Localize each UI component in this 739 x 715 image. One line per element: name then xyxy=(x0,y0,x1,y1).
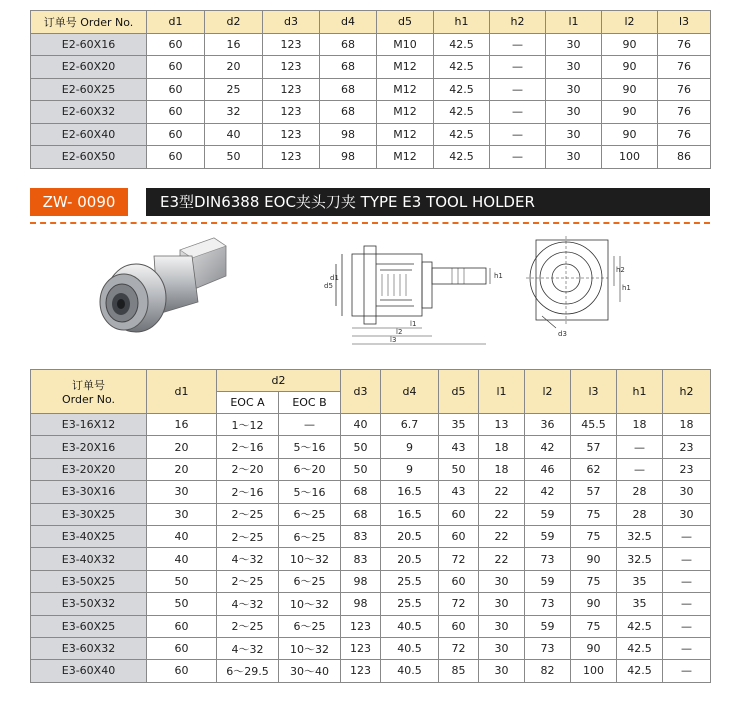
table-cell: 83 xyxy=(341,525,381,547)
table-cell: — xyxy=(279,414,341,436)
table-cell: 100 xyxy=(571,660,617,682)
table-cell: 68 xyxy=(320,78,377,101)
table-cell: — xyxy=(663,525,711,547)
table-cell: 6～25 xyxy=(279,503,341,525)
table-cell: 123 xyxy=(341,615,381,637)
table-cell: 5～16 xyxy=(279,481,341,503)
table-cell: 90 xyxy=(571,593,617,615)
table-cell: 23 xyxy=(663,436,711,458)
table-cell: 13 xyxy=(479,414,525,436)
table-cell: 10～32 xyxy=(279,637,341,659)
table-cell: 60 xyxy=(147,56,205,79)
table-cell: 42.5 xyxy=(617,660,663,682)
table-cell: 2～25 xyxy=(217,570,279,592)
order-no-cell: E3-20X20 xyxy=(31,458,147,480)
table-cell: 123 xyxy=(263,56,320,79)
order-no-cell: E3-40X32 xyxy=(31,548,147,570)
label-h1-front: h1 xyxy=(622,284,631,292)
table-cell: 16.5 xyxy=(381,503,439,525)
table-cell: 76 xyxy=(658,78,711,101)
table-cell: 68 xyxy=(320,33,377,56)
order-no-cell: E3-60X32 xyxy=(31,637,147,659)
header-order-no-en: Order No. xyxy=(61,393,116,406)
table-cell: 42.5 xyxy=(434,56,490,79)
table-row xyxy=(31,615,711,637)
header-h1: h1 xyxy=(617,370,663,414)
table-cell: 2～25 xyxy=(217,525,279,547)
table-cell: 60 xyxy=(147,78,205,101)
table-row xyxy=(31,123,711,146)
table-cell: 60 xyxy=(147,660,217,682)
table-cell: 32.5 xyxy=(617,525,663,547)
table-cell: 50 xyxy=(341,458,381,480)
table-cell: 22 xyxy=(479,503,525,525)
table-cell: — xyxy=(490,146,546,169)
table-cell: 30～40 xyxy=(279,660,341,682)
label-d5: d5 xyxy=(324,282,333,290)
table-cell: 35 xyxy=(617,593,663,615)
table-cell: 35 xyxy=(439,414,479,436)
section-header xyxy=(30,188,710,216)
table-cell: 100 xyxy=(602,146,658,169)
table-row xyxy=(31,570,711,592)
header-l1: l1 xyxy=(546,11,602,34)
table-cell: — xyxy=(490,123,546,146)
order-no-cell: E3-60X40 xyxy=(31,660,147,682)
table-cell: 73 xyxy=(525,548,571,570)
table-row xyxy=(31,56,711,79)
order-no-cell: E3-60X25 xyxy=(31,615,147,637)
order-no-cell: E3-20X16 xyxy=(31,436,147,458)
table-cell: 86 xyxy=(658,146,711,169)
table-cell: — xyxy=(663,570,711,592)
table-cell: — xyxy=(490,56,546,79)
header-eoc-a: EOC A xyxy=(217,392,279,414)
table-cell: 30 xyxy=(147,503,217,525)
table-cell: 42.5 xyxy=(617,615,663,637)
table-cell: 22 xyxy=(479,525,525,547)
table-cell: — xyxy=(490,33,546,56)
table-cell: 40.5 xyxy=(381,615,439,637)
table-row xyxy=(31,593,711,615)
table-cell: 73 xyxy=(525,593,571,615)
table-cell: 60 xyxy=(439,615,479,637)
order-no-cell: E3-40X25 xyxy=(31,525,147,547)
table-cell: 57 xyxy=(571,481,617,503)
table-cell: 30 xyxy=(479,593,525,615)
table-row xyxy=(31,503,711,525)
table-cell: — xyxy=(490,101,546,124)
table-cell: 20 xyxy=(147,458,217,480)
table-cell: 2～25 xyxy=(217,615,279,637)
table-cell: 60 xyxy=(147,33,205,56)
e3-spec-table xyxy=(30,369,711,683)
table-header-row xyxy=(31,370,711,392)
table-cell: 18 xyxy=(479,436,525,458)
table-cell: 28 xyxy=(617,503,663,525)
table-cell: 2～25 xyxy=(217,503,279,525)
header-l1: l1 xyxy=(479,370,525,414)
e2-spec-table xyxy=(30,10,711,169)
table-cell: 18 xyxy=(617,414,663,436)
table-row xyxy=(31,414,711,436)
table-cell: 76 xyxy=(658,33,711,56)
table-cell: — xyxy=(663,593,711,615)
table-cell: 2～16 xyxy=(217,481,279,503)
header-order-no xyxy=(31,370,147,414)
header-d3: d3 xyxy=(263,11,320,34)
label-l3: l3 xyxy=(390,336,397,344)
header-d1: d1 xyxy=(147,11,205,34)
table-cell: 50 xyxy=(147,593,217,615)
table-cell: M12 xyxy=(377,123,434,146)
order-no-cell: E3-50X25 xyxy=(31,570,147,592)
table-cell: 123 xyxy=(263,146,320,169)
table-cell: 4～32 xyxy=(217,593,279,615)
table-cell: M12 xyxy=(377,146,434,169)
table-cell: 18 xyxy=(663,414,711,436)
table-cell: 40 xyxy=(341,414,381,436)
table-cell: 30 xyxy=(546,123,602,146)
table-cell: 75 xyxy=(571,570,617,592)
table-cell: 50 xyxy=(205,146,263,169)
table-cell: 46 xyxy=(525,458,571,480)
dashed-divider xyxy=(30,222,710,224)
table-cell: 6～25 xyxy=(279,570,341,592)
table-cell: 20 xyxy=(205,56,263,79)
table-cell: 10～32 xyxy=(279,548,341,570)
table-cell: 75 xyxy=(571,615,617,637)
table-cell: 90 xyxy=(602,101,658,124)
table-cell: 59 xyxy=(525,570,571,592)
table-row xyxy=(31,458,711,480)
table-cell: 43 xyxy=(439,436,479,458)
table-cell: 22 xyxy=(479,481,525,503)
table-cell: 18 xyxy=(479,458,525,480)
table-cell: 90 xyxy=(602,123,658,146)
table-cell: 72 xyxy=(439,637,479,659)
order-no-cell: E3-30X16 xyxy=(31,481,147,503)
table-cell: 68 xyxy=(341,503,381,525)
table-cell: 42 xyxy=(525,481,571,503)
table-cell: 2～16 xyxy=(217,436,279,458)
table-cell: 16 xyxy=(205,33,263,56)
table-cell: 30 xyxy=(546,101,602,124)
order-no-cell: E3-50X32 xyxy=(31,593,147,615)
table-cell: 57 xyxy=(571,436,617,458)
table-cell: 40.5 xyxy=(381,660,439,682)
table-cell: 75 xyxy=(571,503,617,525)
table-cell: 10～32 xyxy=(279,593,341,615)
table-cell: 45.5 xyxy=(571,414,617,436)
table-cell: 76 xyxy=(658,56,711,79)
table-cell: 30 xyxy=(546,33,602,56)
table-row xyxy=(31,33,711,56)
table-cell: 30 xyxy=(479,637,525,659)
table-cell: 75 xyxy=(571,525,617,547)
side-view-drawing xyxy=(318,232,514,350)
table-cell: 60 xyxy=(439,570,479,592)
table-cell: 20.5 xyxy=(381,548,439,570)
table-cell: 35 xyxy=(617,570,663,592)
table-cell: 42.5 xyxy=(434,146,490,169)
table-cell: 90 xyxy=(602,78,658,101)
table-cell: 25.5 xyxy=(381,570,439,592)
table-cell: 9 xyxy=(381,458,439,480)
table-cell: 40.5 xyxy=(381,637,439,659)
table-cell: 30 xyxy=(546,78,602,101)
table-cell: 6～20 xyxy=(279,458,341,480)
table-cell: 90 xyxy=(571,637,617,659)
table-row xyxy=(31,436,711,458)
table-cell: 9 xyxy=(381,436,439,458)
header-order-no-cn: 订单号 xyxy=(72,379,105,392)
table-cell: 42.5 xyxy=(434,101,490,124)
table-cell: 30 xyxy=(479,570,525,592)
table-cell: — xyxy=(663,615,711,637)
table-cell: — xyxy=(663,548,711,570)
order-no-cell: E2-60X32 xyxy=(31,101,147,124)
header-d5: d5 xyxy=(439,370,479,414)
header-l3: l3 xyxy=(571,370,617,414)
table-cell: 28 xyxy=(617,481,663,503)
table-cell: 22 xyxy=(479,548,525,570)
table-cell: 30 xyxy=(479,660,525,682)
label-d1: d1 xyxy=(330,274,339,282)
order-no-cell: E3-16X12 xyxy=(31,414,147,436)
table-cell: 98 xyxy=(341,570,381,592)
table-cell: 6.7 xyxy=(381,414,439,436)
table-row xyxy=(31,637,711,659)
table-cell: 76 xyxy=(658,101,711,124)
table-cell: 90 xyxy=(602,56,658,79)
table-cell: 25 xyxy=(205,78,263,101)
header-h2: h2 xyxy=(663,370,711,414)
table-cell: 60 xyxy=(439,525,479,547)
header-d2: d2 xyxy=(205,11,263,34)
table-cell: 60 xyxy=(439,503,479,525)
table-cell: 123 xyxy=(263,33,320,56)
label-h1: h1 xyxy=(494,272,503,280)
table-cell: — xyxy=(663,637,711,659)
header-h2: h2 xyxy=(490,11,546,34)
table-cell: — xyxy=(617,458,663,480)
table-cell: 90 xyxy=(602,33,658,56)
table-cell: 6～25 xyxy=(279,525,341,547)
tool-holder-photo xyxy=(88,232,244,342)
table-cell: 16.5 xyxy=(381,481,439,503)
table-cell: 42.5 xyxy=(617,637,663,659)
table-cell: 4～32 xyxy=(217,548,279,570)
table-cell: 82 xyxy=(525,660,571,682)
table-cell: 62 xyxy=(571,458,617,480)
table-cell: 123 xyxy=(341,637,381,659)
table-cell: 2～20 xyxy=(217,458,279,480)
table-cell: 16 xyxy=(147,414,217,436)
table-cell: 40 xyxy=(205,123,263,146)
label-l1: l1 xyxy=(410,320,417,328)
order-no-cell: E3-30X25 xyxy=(31,503,147,525)
header-d5: d5 xyxy=(377,11,434,34)
table-cell: 85 xyxy=(439,660,479,682)
table-cell: M12 xyxy=(377,101,434,124)
table-cell: 6～29.5 xyxy=(217,660,279,682)
table-cell: 123 xyxy=(263,101,320,124)
e2-table-body xyxy=(31,33,711,168)
table-cell: 123 xyxy=(341,660,381,682)
table-cell: 90 xyxy=(571,548,617,570)
table-row xyxy=(31,78,711,101)
front-view-drawing xyxy=(522,232,642,342)
table-cell: 59 xyxy=(525,615,571,637)
table-cell: 68 xyxy=(341,481,381,503)
table-cell: 50 xyxy=(147,570,217,592)
table-cell: 32 xyxy=(205,101,263,124)
table-cell: 1～12 xyxy=(217,414,279,436)
table-cell: 23 xyxy=(663,458,711,480)
table-cell: — xyxy=(663,660,711,682)
header-eoc-b: EOC B xyxy=(279,392,341,414)
section-code-badge: ZW- 0090 xyxy=(30,188,128,216)
order-no-cell: E2-60X40 xyxy=(31,123,147,146)
table-cell: 43 xyxy=(439,481,479,503)
table-cell: 6～25 xyxy=(279,615,341,637)
table-cell: 4～32 xyxy=(217,637,279,659)
table-cell: 30 xyxy=(663,503,711,525)
order-no-cell: E2-60X50 xyxy=(31,146,147,169)
header-h1: h1 xyxy=(434,11,490,34)
table-cell: 42.5 xyxy=(434,78,490,101)
table-cell: 76 xyxy=(658,123,711,146)
table-cell: 72 xyxy=(439,593,479,615)
table-cell: 32.5 xyxy=(617,548,663,570)
table-cell: M10 xyxy=(377,33,434,56)
header-l2: l2 xyxy=(525,370,571,414)
table-cell: 98 xyxy=(320,123,377,146)
label-d3: d3 xyxy=(558,330,567,338)
header-d4: d4 xyxy=(320,11,377,34)
table-cell: 30 xyxy=(147,481,217,503)
table-row xyxy=(31,101,711,124)
table-cell: 60 xyxy=(147,146,205,169)
e3-table-body xyxy=(31,414,711,683)
table-cell: 59 xyxy=(525,503,571,525)
table-row xyxy=(31,481,711,503)
header-l2: l2 xyxy=(602,11,658,34)
label-l2: l2 xyxy=(396,328,403,336)
table-cell: 30 xyxy=(546,56,602,79)
label-h2: h2 xyxy=(616,266,625,274)
header-d3: d3 xyxy=(341,370,381,414)
table-cell: 30 xyxy=(663,481,711,503)
table-cell: 42.5 xyxy=(434,123,490,146)
section-title: E3型DIN6388 EOC夹头刀夹 TYPE E3 TOOL HOLDER xyxy=(146,188,710,216)
table-row xyxy=(31,660,711,682)
table-cell: 30 xyxy=(479,615,525,637)
table-cell: 40 xyxy=(147,548,217,570)
table-cell: 60 xyxy=(147,123,205,146)
table-cell: 98 xyxy=(320,146,377,169)
header-d1: d1 xyxy=(147,370,217,414)
table-cell: 20.5 xyxy=(381,525,439,547)
table-cell: 50 xyxy=(439,458,479,480)
table-cell: 73 xyxy=(525,637,571,659)
table-cell: 68 xyxy=(320,56,377,79)
table-cell: — xyxy=(617,436,663,458)
table-cell: 60 xyxy=(147,101,205,124)
table-row xyxy=(31,525,711,547)
table-cell: 60 xyxy=(147,637,217,659)
table-row xyxy=(31,548,711,570)
table-cell: M12 xyxy=(377,78,434,101)
table-cell: 30 xyxy=(546,146,602,169)
table-cell: M12 xyxy=(377,56,434,79)
table-cell: 123 xyxy=(263,78,320,101)
table-cell: 98 xyxy=(341,593,381,615)
table-cell: 72 xyxy=(439,548,479,570)
order-no-cell: E2-60X20 xyxy=(31,56,147,79)
table-cell: 25.5 xyxy=(381,593,439,615)
table-cell: 59 xyxy=(525,525,571,547)
header-l3: l3 xyxy=(658,11,711,34)
header-d2: d2 xyxy=(217,370,341,392)
table-cell: 60 xyxy=(147,615,217,637)
table-cell: 40 xyxy=(147,525,217,547)
order-no-cell: E2-60X16 xyxy=(31,33,147,56)
table-header-row xyxy=(31,11,711,34)
order-no-cell: E2-60X25 xyxy=(31,78,147,101)
table-cell: 42.5 xyxy=(434,33,490,56)
header-d4: d4 xyxy=(381,370,439,414)
header-order-no: 订单号 Order No. xyxy=(31,11,147,34)
table-cell: 68 xyxy=(320,101,377,124)
table-cell: — xyxy=(490,78,546,101)
table-row xyxy=(31,146,711,169)
table-cell: 42 xyxy=(525,436,571,458)
table-cell: 5～16 xyxy=(279,436,341,458)
table-cell: 20 xyxy=(147,436,217,458)
table-cell: 123 xyxy=(263,123,320,146)
table-cell: 36 xyxy=(525,414,571,436)
table-cell: 83 xyxy=(341,548,381,570)
table-cell: 50 xyxy=(341,436,381,458)
